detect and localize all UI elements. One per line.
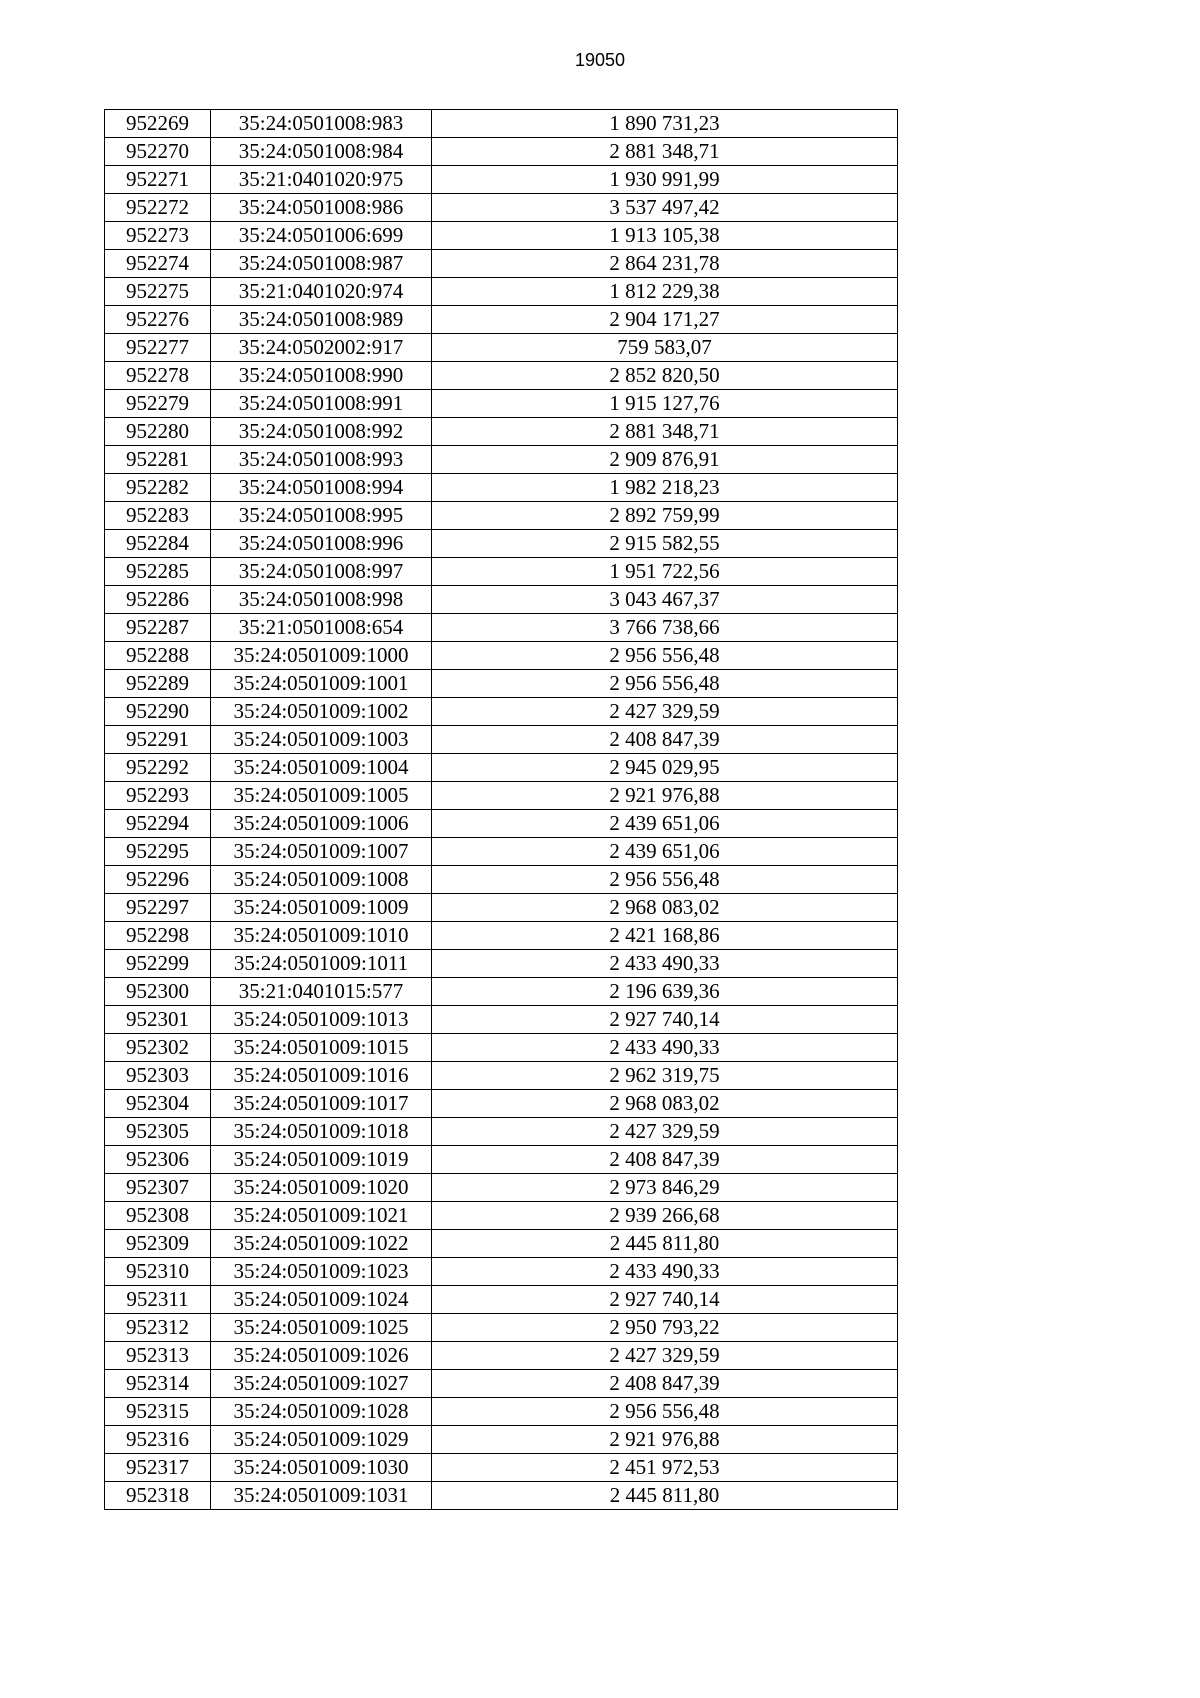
table-row bbox=[105, 670, 898, 698]
value-cell: 2 968 083,02 bbox=[432, 894, 898, 922]
value-cell: 2 968 083,02 bbox=[432, 1090, 898, 1118]
table-row bbox=[105, 1398, 898, 1426]
table-row bbox=[105, 1174, 898, 1202]
row-number-cell: 952282 bbox=[105, 474, 211, 502]
cadastral-number-cell: 35:24:0501008:989 bbox=[211, 306, 432, 334]
value-cell: 2 408 847,39 bbox=[432, 726, 898, 754]
row-number-cell: 952315 bbox=[105, 1398, 211, 1426]
table-row bbox=[105, 1370, 898, 1398]
table-row bbox=[105, 362, 898, 390]
row-number-cell: 952292 bbox=[105, 754, 211, 782]
table-row bbox=[105, 1286, 898, 1314]
row-number-cell: 952297 bbox=[105, 894, 211, 922]
row-number-cell: 952269 bbox=[105, 110, 211, 138]
cadastral-number-cell: 35:24:0501009:1025 bbox=[211, 1314, 432, 1342]
value-cell: 2 433 490,33 bbox=[432, 1258, 898, 1286]
row-number-cell: 952296 bbox=[105, 866, 211, 894]
table-row bbox=[105, 446, 898, 474]
row-number-cell: 952279 bbox=[105, 390, 211, 418]
cadastral-number-cell: 35:24:0501009:1004 bbox=[211, 754, 432, 782]
row-number-cell: 952302 bbox=[105, 1034, 211, 1062]
table-row bbox=[105, 1006, 898, 1034]
cadastral-number-cell: 35:24:0501008:992 bbox=[211, 418, 432, 446]
table-row bbox=[105, 166, 898, 194]
cadastral-number-cell: 35:24:0501009:1003 bbox=[211, 726, 432, 754]
cadastral-number-cell: 35:24:0501008:991 bbox=[211, 390, 432, 418]
row-number-cell: 952291 bbox=[105, 726, 211, 754]
table-row bbox=[105, 222, 898, 250]
table-row bbox=[105, 278, 898, 306]
row-number-cell: 952294 bbox=[105, 810, 211, 838]
cadastral-number-cell: 35:24:0501009:1006 bbox=[211, 810, 432, 838]
value-cell: 2 439 651,06 bbox=[432, 810, 898, 838]
value-cell: 2 427 329,59 bbox=[432, 698, 898, 726]
table-row bbox=[105, 1118, 898, 1146]
cadastral-number-cell: 35:24:0501009:1008 bbox=[211, 866, 432, 894]
table-row bbox=[105, 1146, 898, 1174]
row-number-cell: 952298 bbox=[105, 922, 211, 950]
table-row bbox=[105, 558, 898, 586]
table-row bbox=[105, 1034, 898, 1062]
table-row bbox=[105, 726, 898, 754]
row-number-cell: 952316 bbox=[105, 1426, 211, 1454]
table-row bbox=[105, 1062, 898, 1090]
value-cell: 759 583,07 bbox=[432, 334, 898, 362]
value-cell: 2 408 847,39 bbox=[432, 1370, 898, 1398]
row-number-cell: 952317 bbox=[105, 1454, 211, 1482]
cadastral-number-cell: 35:21:0401015:577 bbox=[211, 978, 432, 1006]
value-cell: 2 927 740,14 bbox=[432, 1286, 898, 1314]
row-number-cell: 952305 bbox=[105, 1118, 211, 1146]
cadastral-number-cell: 35:21:0401020:975 bbox=[211, 166, 432, 194]
table-row bbox=[105, 1342, 898, 1370]
row-number-cell: 952309 bbox=[105, 1230, 211, 1258]
row-number-cell: 952306 bbox=[105, 1146, 211, 1174]
table-row bbox=[105, 530, 898, 558]
value-cell: 2 445 811,80 bbox=[432, 1230, 898, 1258]
row-number-cell: 952301 bbox=[105, 1006, 211, 1034]
cadastral-number-cell: 35:24:0501009:1026 bbox=[211, 1342, 432, 1370]
value-cell: 2 939 266,68 bbox=[432, 1202, 898, 1230]
cadastral-number-cell: 35:24:0501008:983 bbox=[211, 110, 432, 138]
row-number-cell: 952278 bbox=[105, 362, 211, 390]
value-cell: 2 927 740,14 bbox=[432, 1006, 898, 1034]
cadastral-number-cell: 35:24:0501008:986 bbox=[211, 194, 432, 222]
table-row bbox=[105, 1090, 898, 1118]
table-row bbox=[105, 950, 898, 978]
value-cell: 2 427 329,59 bbox=[432, 1342, 898, 1370]
value-cell: 2 433 490,33 bbox=[432, 950, 898, 978]
cadastral-number-cell: 35:24:0501008:995 bbox=[211, 502, 432, 530]
row-number-cell: 952290 bbox=[105, 698, 211, 726]
row-number-cell: 952311 bbox=[105, 1286, 211, 1314]
value-cell: 2 439 651,06 bbox=[432, 838, 898, 866]
value-cell: 2 921 976,88 bbox=[432, 1426, 898, 1454]
cadastral-number-cell: 35:24:0501009:1013 bbox=[211, 1006, 432, 1034]
table-row bbox=[105, 138, 898, 166]
value-cell: 2 921 976,88 bbox=[432, 782, 898, 810]
cadastral-number-cell: 35:24:0501008:996 bbox=[211, 530, 432, 558]
cadastral-number-cell: 35:24:0501008:993 bbox=[211, 446, 432, 474]
table-row bbox=[105, 838, 898, 866]
cadastral-number-cell: 35:24:0501009:1019 bbox=[211, 1146, 432, 1174]
cadastral-number-cell: 35:24:0501009:1000 bbox=[211, 642, 432, 670]
table-row bbox=[105, 1202, 898, 1230]
cadastral-number-cell: 35:24:0501009:1009 bbox=[211, 894, 432, 922]
value-cell: 1 982 218,23 bbox=[432, 474, 898, 502]
cadastral-number-cell: 35:24:0501009:1024 bbox=[211, 1286, 432, 1314]
value-cell: 2 445 811,80 bbox=[432, 1482, 898, 1510]
registry-table-body bbox=[105, 110, 898, 1510]
cadastral-number-cell: 35:21:0401020:974 bbox=[211, 278, 432, 306]
row-number-cell: 952274 bbox=[105, 250, 211, 278]
table-row bbox=[105, 1314, 898, 1342]
table-row bbox=[105, 586, 898, 614]
cadastral-number-cell: 35:24:0501009:1030 bbox=[211, 1454, 432, 1482]
table-row bbox=[105, 502, 898, 530]
row-number-cell: 952281 bbox=[105, 446, 211, 474]
cadastral-number-cell: 35:24:0501009:1028 bbox=[211, 1398, 432, 1426]
cadastral-number-cell: 35:24:0501009:1016 bbox=[211, 1062, 432, 1090]
row-number-cell: 952299 bbox=[105, 950, 211, 978]
cadastral-number-cell: 35:24:0501009:1027 bbox=[211, 1370, 432, 1398]
table-row bbox=[105, 782, 898, 810]
table-row bbox=[105, 418, 898, 446]
cadastral-number-cell: 35:24:0501009:1010 bbox=[211, 922, 432, 950]
row-number-cell: 952310 bbox=[105, 1258, 211, 1286]
value-cell: 2 864 231,78 bbox=[432, 250, 898, 278]
cadastral-number-cell: 35:24:0501009:1031 bbox=[211, 1482, 432, 1510]
row-number-cell: 952314 bbox=[105, 1370, 211, 1398]
row-number-cell: 952276 bbox=[105, 306, 211, 334]
row-number-cell: 952313 bbox=[105, 1342, 211, 1370]
table-row bbox=[105, 474, 898, 502]
table-row bbox=[105, 334, 898, 362]
value-cell: 1 930 991,99 bbox=[432, 166, 898, 194]
row-number-cell: 952286 bbox=[105, 586, 211, 614]
value-cell: 2 973 846,29 bbox=[432, 1174, 898, 1202]
value-cell: 2 421 168,86 bbox=[432, 922, 898, 950]
row-number-cell: 952307 bbox=[105, 1174, 211, 1202]
row-number-cell: 952270 bbox=[105, 138, 211, 166]
value-cell: 3 766 738,66 bbox=[432, 614, 898, 642]
row-number-cell: 952283 bbox=[105, 502, 211, 530]
table-row bbox=[105, 614, 898, 642]
table-row bbox=[105, 978, 898, 1006]
cadastral-number-cell: 35:24:0501008:987 bbox=[211, 250, 432, 278]
cadastral-number-cell: 35:24:0501009:1020 bbox=[211, 1174, 432, 1202]
row-number-cell: 952288 bbox=[105, 642, 211, 670]
table-row bbox=[105, 306, 898, 334]
cadastral-number-cell: 35:24:0501008:990 bbox=[211, 362, 432, 390]
table-row bbox=[105, 1258, 898, 1286]
value-cell: 1 913 105,38 bbox=[432, 222, 898, 250]
cadastral-number-cell: 35:24:0501009:1018 bbox=[211, 1118, 432, 1146]
cadastral-number-cell: 35:24:0501009:1007 bbox=[211, 838, 432, 866]
value-cell: 2 433 490,33 bbox=[432, 1034, 898, 1062]
value-cell: 2 408 847,39 bbox=[432, 1146, 898, 1174]
table-row bbox=[105, 1454, 898, 1482]
page-number: 19050 bbox=[574, 50, 626, 70]
table-row bbox=[105, 1230, 898, 1258]
value-cell: 2 915 582,55 bbox=[432, 530, 898, 558]
table-row bbox=[105, 1426, 898, 1454]
row-number-cell: 952303 bbox=[105, 1062, 211, 1090]
value-cell: 2 962 319,75 bbox=[432, 1062, 898, 1090]
value-cell: 2 451 972,53 bbox=[432, 1454, 898, 1482]
value-cell: 1 951 722,56 bbox=[432, 558, 898, 586]
cadastral-number-cell: 35:24:0501009:1002 bbox=[211, 698, 432, 726]
row-number-cell: 952271 bbox=[105, 166, 211, 194]
row-number-cell: 952295 bbox=[105, 838, 211, 866]
value-cell: 2 881 348,71 bbox=[432, 418, 898, 446]
value-cell: 2 956 556,48 bbox=[432, 866, 898, 894]
row-number-cell: 952304 bbox=[105, 1090, 211, 1118]
value-cell: 2 956 556,48 bbox=[432, 670, 898, 698]
cadastral-number-cell: 35:24:0501009:1017 bbox=[211, 1090, 432, 1118]
cadastral-number-cell: 35:24:0501008:984 bbox=[211, 138, 432, 166]
table-row bbox=[105, 1482, 898, 1510]
cadastral-number-cell: 35:24:0501008:997 bbox=[211, 558, 432, 586]
row-number-cell: 952308 bbox=[105, 1202, 211, 1230]
value-cell: 2 950 793,22 bbox=[432, 1314, 898, 1342]
table-row bbox=[105, 894, 898, 922]
value-cell: 2 881 348,71 bbox=[432, 138, 898, 166]
row-number-cell: 952312 bbox=[105, 1314, 211, 1342]
value-cell: 1 890 731,23 bbox=[432, 110, 898, 138]
cadastral-number-cell: 35:24:0501009:1029 bbox=[211, 1426, 432, 1454]
value-cell: 1 812 229,38 bbox=[432, 278, 898, 306]
value-cell: 2 892 759,99 bbox=[432, 502, 898, 530]
cadastral-number-cell: 35:24:0501008:998 bbox=[211, 586, 432, 614]
row-number-cell: 952277 bbox=[105, 334, 211, 362]
cadastral-number-cell: 35:24:0501009:1001 bbox=[211, 670, 432, 698]
row-number-cell: 952284 bbox=[105, 530, 211, 558]
row-number-cell: 952285 bbox=[105, 558, 211, 586]
table-row bbox=[105, 754, 898, 782]
row-number-cell: 952318 bbox=[105, 1482, 211, 1510]
cadastral-number-cell: 35:24:0501008:994 bbox=[211, 474, 432, 502]
value-cell: 2 427 329,59 bbox=[432, 1118, 898, 1146]
table-row bbox=[105, 250, 898, 278]
row-number-cell: 952280 bbox=[105, 418, 211, 446]
cadastral-number-cell: 35:21:0501008:654 bbox=[211, 614, 432, 642]
value-cell: 2 909 876,91 bbox=[432, 446, 898, 474]
row-number-cell: 952275 bbox=[105, 278, 211, 306]
row-number-cell: 952287 bbox=[105, 614, 211, 642]
table-row bbox=[105, 698, 898, 726]
value-cell: 2 196 639,36 bbox=[432, 978, 898, 1006]
row-number-cell: 952273 bbox=[105, 222, 211, 250]
value-cell: 2 852 820,50 bbox=[432, 362, 898, 390]
row-number-cell: 952293 bbox=[105, 782, 211, 810]
value-cell: 2 956 556,48 bbox=[432, 1398, 898, 1426]
value-cell: 1 915 127,76 bbox=[432, 390, 898, 418]
value-cell: 2 904 171,27 bbox=[432, 306, 898, 334]
cadastral-number-cell: 35:24:0501009:1023 bbox=[211, 1258, 432, 1286]
value-cell: 3 537 497,42 bbox=[432, 194, 898, 222]
cadastral-number-cell: 35:24:0501009:1021 bbox=[211, 1202, 432, 1230]
row-number-cell: 952272 bbox=[105, 194, 211, 222]
cadastral-number-cell: 35:24:0501009:1011 bbox=[211, 950, 432, 978]
table-row bbox=[105, 390, 898, 418]
row-number-cell: 952289 bbox=[105, 670, 211, 698]
cadastral-number-cell: 35:24:0501009:1015 bbox=[211, 1034, 432, 1062]
registry-table bbox=[104, 109, 898, 1510]
cadastral-number-cell: 35:24:0501009:1022 bbox=[211, 1230, 432, 1258]
table-row bbox=[105, 110, 898, 138]
value-cell: 3 043 467,37 bbox=[432, 586, 898, 614]
cadastral-number-cell: 35:24:0501006:699 bbox=[211, 222, 432, 250]
table-row bbox=[105, 922, 898, 950]
table-row bbox=[105, 866, 898, 894]
cadastral-number-cell: 35:24:0501009:1005 bbox=[211, 782, 432, 810]
table-row bbox=[105, 194, 898, 222]
row-number-cell: 952300 bbox=[105, 978, 211, 1006]
table-row bbox=[105, 642, 898, 670]
value-cell: 2 956 556,48 bbox=[432, 642, 898, 670]
value-cell: 2 945 029,95 bbox=[432, 754, 898, 782]
cadastral-number-cell: 35:24:0502002:917 bbox=[211, 334, 432, 362]
table-row bbox=[105, 810, 898, 838]
